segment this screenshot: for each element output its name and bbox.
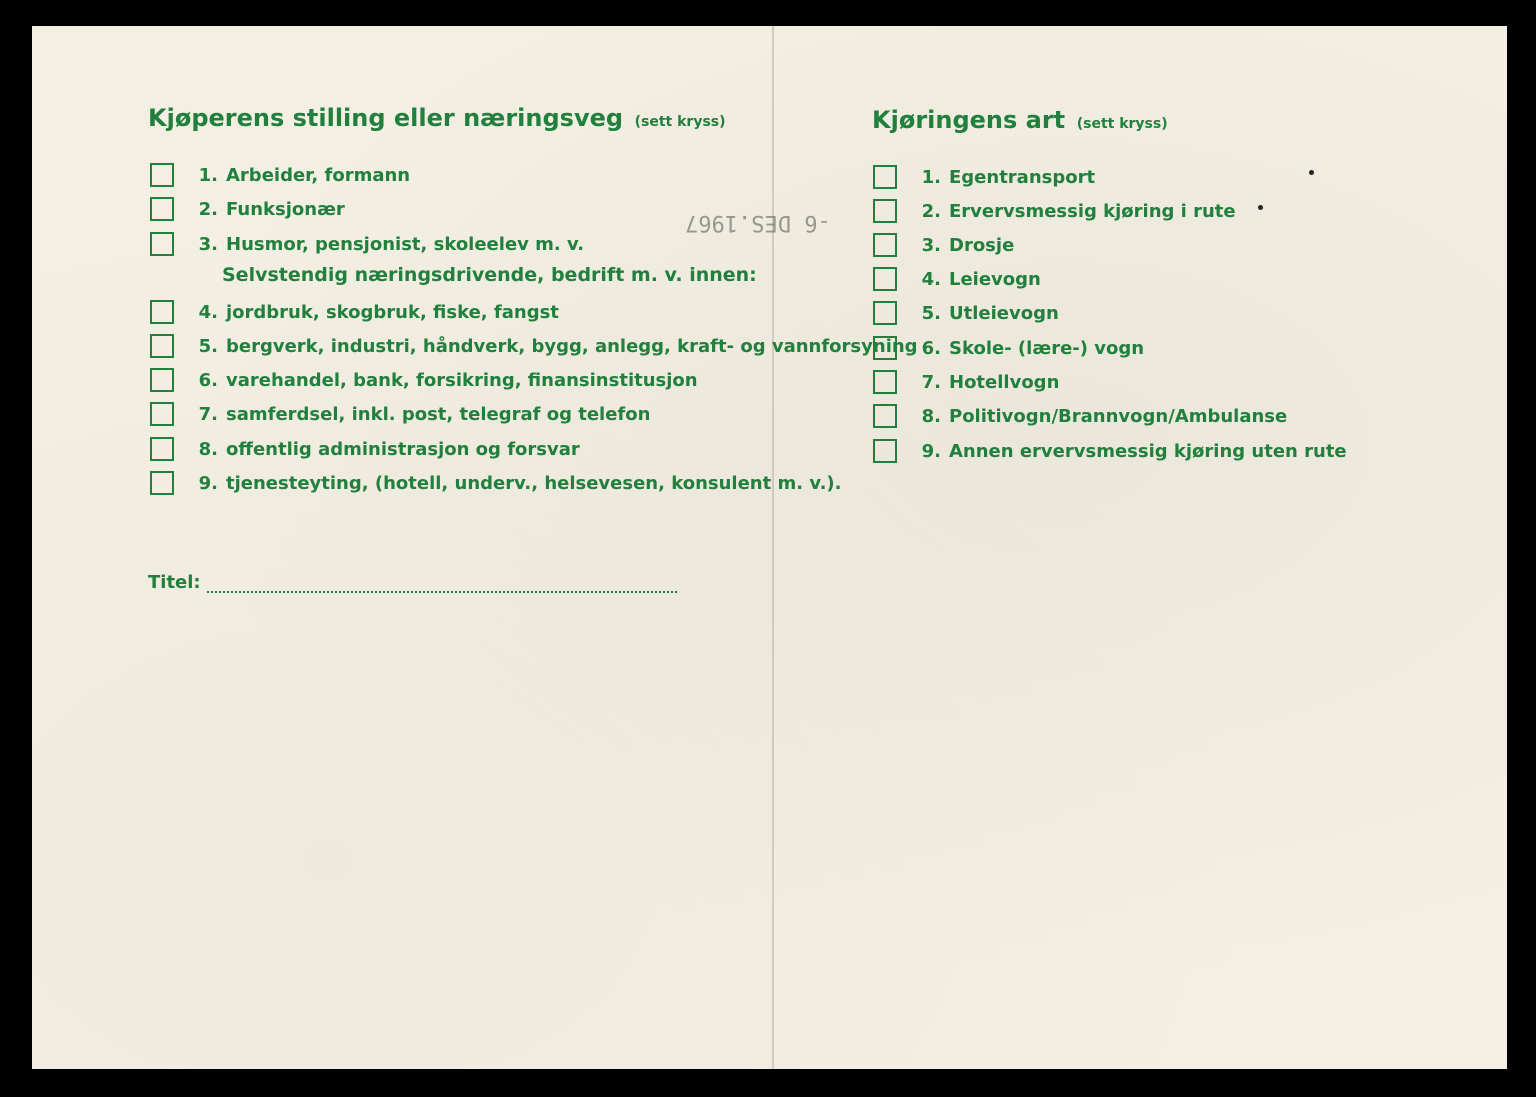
item-label: Egentransport	[949, 166, 1096, 188]
item-number: 3.	[198, 233, 218, 255]
checkbox[interactable]	[873, 267, 897, 291]
list-item	[873, 401, 1287, 431]
item-number: 5.	[921, 302, 941, 324]
checkbox[interactable]	[873, 370, 897, 394]
title-label: Titel:	[148, 572, 201, 593]
list-item	[873, 230, 1014, 260]
item-number: 7.	[198, 403, 218, 425]
item-label: samferdsel, inkl. post, telegraf og telefon	[226, 403, 651, 425]
pen-mark	[1309, 170, 1314, 175]
item-number: 4.	[198, 301, 218, 323]
item-label: Funksjonær	[226, 198, 345, 220]
item-label: Utleievogn	[949, 302, 1059, 324]
list-item	[873, 436, 1347, 466]
list-item	[873, 162, 1095, 192]
item-number: 5.	[198, 335, 218, 357]
checkbox[interactable]	[150, 437, 174, 461]
item-label: offentlig administrasjon og forsvar	[226, 438, 580, 460]
checkbox[interactable]	[873, 233, 897, 257]
title-field[interactable]	[148, 572, 677, 593]
checkbox[interactable]	[150, 197, 174, 221]
title-input-line[interactable]	[207, 573, 677, 593]
item-label: Husmor, pensjonist, skoleelev m. v.	[226, 233, 585, 255]
list-item	[873, 333, 1144, 363]
item-number: 4.	[921, 268, 941, 290]
item-number: 1.	[921, 166, 941, 188]
list-item	[150, 434, 580, 464]
checkbox[interactable]	[873, 336, 897, 360]
list-item	[150, 331, 918, 361]
item-label: Annen ervervsmessig kjøring uten rute	[949, 440, 1347, 462]
list-item	[150, 229, 584, 259]
item-number: 9.	[921, 440, 941, 462]
item-label: bergverk, industri, håndverk, bygg, anlegg, kraft- og vannforsyning	[226, 335, 918, 357]
list-item	[873, 264, 1041, 294]
checkbox[interactable]	[150, 368, 174, 392]
item-label: Arbeider, formann	[226, 164, 411, 186]
item-number: 8.	[198, 438, 218, 460]
list-item	[150, 194, 345, 224]
list-item	[150, 468, 842, 498]
checkbox[interactable]	[873, 301, 897, 325]
right-heading	[872, 106, 1168, 134]
checkbox[interactable]	[150, 402, 174, 426]
right-heading-note: (sett kryss)	[1076, 116, 1168, 132]
checkbox[interactable]	[150, 300, 174, 324]
item-number: 7.	[921, 371, 941, 393]
item-number: 8.	[921, 405, 941, 427]
date-stamp: -6 DES.1967	[685, 210, 831, 235]
checkbox[interactable]	[873, 404, 897, 428]
left-heading-note: (sett kryss)	[634, 114, 726, 130]
checkbox[interactable]	[150, 334, 174, 358]
item-label: tjenesteyting, (hotell, underv., helsevesen, konsulent m. v.).	[226, 472, 842, 494]
subheading: Selvstendig næringsdrivende, bedrift m. v. innen:	[222, 264, 757, 286]
list-item	[873, 196, 1236, 226]
list-item	[873, 367, 1059, 397]
item-number: 2.	[198, 198, 218, 220]
list-item	[873, 298, 1059, 328]
fold-line	[772, 26, 774, 1069]
list-item	[150, 160, 410, 190]
list-item	[150, 297, 559, 327]
checkbox[interactable]	[873, 165, 897, 189]
checkbox[interactable]	[873, 199, 897, 223]
item-label: varehandel, bank, forsikring, finansinstitusjon	[226, 369, 698, 391]
list-item	[150, 365, 698, 395]
item-label: Leievogn	[949, 268, 1041, 290]
item-number: 6.	[198, 369, 218, 391]
list-item	[150, 399, 650, 429]
item-label: Skole- (lære-) vogn	[949, 337, 1145, 359]
item-label: Hotellvogn	[949, 371, 1060, 393]
checkbox[interactable]	[150, 232, 174, 256]
item-number: 1.	[198, 164, 218, 186]
item-number: 9.	[198, 472, 218, 494]
item-label: Politivogn/Brannvogn/Ambulanse	[949, 405, 1288, 427]
checkbox[interactable]	[150, 163, 174, 187]
item-label: jordbruk, skogbruk, fiske, fangst	[226, 301, 559, 323]
item-number: 2.	[921, 200, 941, 222]
checkbox[interactable]	[873, 439, 897, 463]
left-heading-title: Kjøperens stilling eller næringsveg	[148, 104, 624, 132]
pen-mark	[1258, 205, 1263, 210]
left-heading	[148, 104, 726, 132]
item-label: Ervervsmessig kjøring i rute	[949, 200, 1236, 222]
item-label: Drosje	[949, 234, 1015, 256]
item-number: 6.	[921, 337, 941, 359]
right-heading-title: Kjøringens art	[872, 106, 1066, 134]
checkbox[interactable]	[150, 471, 174, 495]
item-number: 3.	[921, 234, 941, 256]
